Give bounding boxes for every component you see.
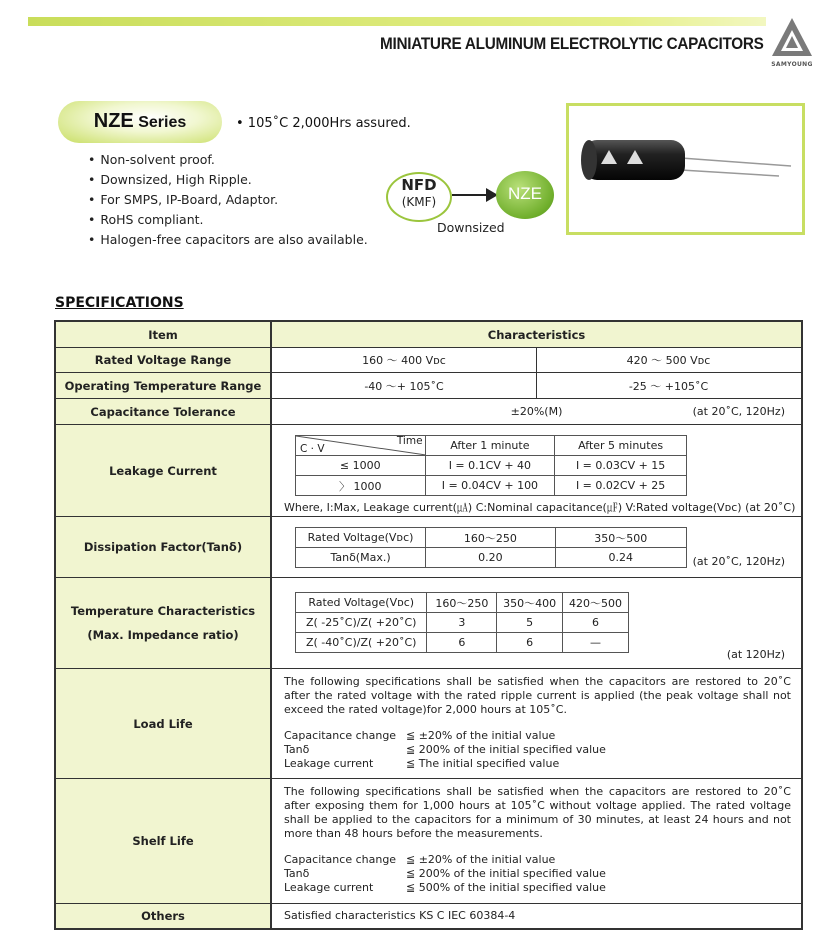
row-label-shelf-life: Shelf Life	[56, 779, 272, 903]
criteria-key: Tanδ	[284, 743, 310, 756]
others-value: Satisfied characteristics KS C IEC 60384-4	[284, 909, 516, 922]
temp-char-condition: (at 120Hz)	[726, 648, 785, 661]
series-badge-label	[58, 110, 222, 133]
criteria-key: Leakage current	[284, 757, 374, 770]
leakage-table	[295, 435, 687, 496]
table-header-row	[56, 322, 801, 348]
leakage-cv: ≤ 1000	[296, 456, 426, 476]
specifications-table	[54, 320, 803, 930]
row-label-operating-temp: Operating Temperature Range	[56, 373, 272, 398]
temp-char-v: 6	[563, 613, 629, 633]
row-label-cap-tolerance: Capacitance Tolerance	[56, 399, 272, 424]
specifications-heading: SPECIFICATIONS	[55, 295, 184, 311]
dissipation-h2: 350～500	[555, 528, 686, 548]
feature-item: • Non-solvent proof.	[88, 150, 368, 170]
table-row	[56, 779, 801, 904]
leakage-note: Where, I:Max, Leakage current(㎂) C:Nominal capacitance(㎌) V:Rated voltage(Vᴅᴄ) (at 20˚C)	[284, 501, 796, 514]
rated-voltage-low: 160 ～ 400 Vᴅᴄ	[272, 348, 537, 372]
criteria-value: ≦ 500% of the initial specified value	[406, 881, 606, 894]
leakage-value: I = 0.04CV + 100	[425, 476, 555, 496]
dissipation-h1: 160～250	[426, 528, 555, 548]
leakage-value: I = 0.03CV + 15	[555, 456, 687, 476]
logo-wordmark: SAMYOUNG	[771, 61, 813, 68]
nze-circle-label: NZE	[508, 184, 542, 203]
criteria-key: Capacitance change	[284, 853, 397, 866]
leakage-value: I = 0.1CV + 40	[425, 456, 555, 476]
table-row	[56, 517, 801, 578]
op-temp-high: -25 ～ +105˚C	[628, 379, 709, 393]
temp-char-v: 6	[427, 633, 497, 653]
temp-char-v: 6	[497, 633, 563, 653]
leakage-col2: After 5 minutes	[555, 436, 687, 456]
cap-tolerance-value: ±20%(M)	[510, 405, 563, 418]
page-title: MINIATURE ALUMINUM ELECTROLYTIC CAPACITORS	[380, 34, 764, 53]
leakage-col1: After 1 minute	[425, 436, 555, 456]
table-row	[56, 904, 801, 928]
feature-list	[88, 150, 368, 250]
dissipation-h0: Rated Voltage(Vᴅᴄ)	[296, 528, 426, 548]
series-name: NZE	[93, 110, 134, 132]
temp-char-v: 5	[497, 613, 563, 633]
header-accent-bar	[28, 17, 766, 26]
dissipation-table	[295, 527, 687, 568]
temp-char-table	[295, 592, 629, 653]
criteria-value: ≦ 200% of the initial specified value	[406, 743, 606, 756]
temp-char-h0: Rated Voltage(Vᴅᴄ)	[296, 593, 427, 613]
row-label-rated-voltage: Rated Voltage Range	[56, 348, 272, 372]
dissipation-r0: Tanδ(Max.)	[296, 548, 426, 568]
row-label-dissipation: Dissipation Factor(Tanδ)	[56, 517, 272, 577]
feature-item: • RoHS compliant.	[88, 210, 368, 230]
criteria-value: ≦ ±20% of the initial value	[406, 853, 556, 866]
kmf-label: (KMF)	[401, 195, 437, 209]
feature-item: • For SMPS, IP-Board, Adaptor.	[88, 190, 368, 210]
criteria-key: Capacitance change	[284, 729, 397, 742]
leakage-value: I = 0.02CV + 25	[555, 476, 687, 496]
feature-item: • Halogen-free capacitors are also available.	[88, 230, 368, 250]
dissipation-r1: 0.20	[426, 548, 555, 568]
capacitor-image	[569, 106, 802, 232]
rated-voltage-high: 420 ～ 500 Vᴅᴄ	[626, 354, 711, 367]
temp-char-v: —	[563, 633, 629, 653]
cap-tolerance-condition: (at 20˚C, 120Hz)	[692, 405, 785, 418]
temp-char-v: 3	[427, 613, 497, 633]
load-life-criteria	[284, 729, 606, 771]
product-photo-frame	[566, 103, 805, 235]
temp-char-k: Z( -25˚C)/Z( +20˚C)	[296, 613, 427, 633]
row-label-load-life: Load Life	[56, 669, 272, 778]
header-characteristics: Characteristics	[272, 322, 801, 347]
feature-item: • Downsized, High Ripple.	[88, 170, 368, 190]
temp-char-k: Z( -40˚C)/Z( +20˚C)	[296, 633, 427, 653]
table-row	[56, 399, 801, 425]
row-label-leakage: Leakage Current	[56, 425, 272, 516]
criteria-key: Leakage current	[284, 881, 374, 894]
leakage-cv: 〉 1000	[296, 476, 426, 496]
corner-time: Time	[396, 435, 423, 447]
samyoung-logo	[770, 16, 814, 62]
series-assurance: • 105˚C 2,000Hrs assured.	[236, 116, 411, 131]
dissipation-r2: 0.24	[555, 548, 686, 568]
shelf-life-text: The following specifications shall be satisfied when the capacitors are restored to 20˚C after exposing them for 1,000 hours at 105˚C without voltage applied. The rated voltage shall be applied to the capacitors for a minimum of 30 minutes, at least 24 hours and not more than 48 hours before the measurements.	[284, 785, 791, 840]
criteria-value: ≦ The initial specified value	[406, 757, 560, 770]
table-row	[56, 373, 801, 399]
table-row	[56, 348, 801, 373]
temp-char-label: Temperature Characteristics	[70, 604, 256, 618]
criteria-value: ≦ 200% of the initial specified value	[406, 867, 606, 880]
temp-char-h1: 160～250	[427, 593, 497, 613]
series-suffix: Series	[138, 114, 187, 131]
load-life-text: The following specifications shall be satisfied when the capacitors are restored to 20˚C after the rated voltage with the rated ripple current is applied (the peak voltage shall not exceed the rated voltage)for 2,000 hours at 105˚C.	[284, 675, 791, 716]
row-label-others: Others	[56, 904, 272, 928]
row-label-temp-char	[56, 578, 272, 668]
arrow-right-icon	[450, 185, 500, 205]
header-item: Item	[56, 322, 272, 347]
shelf-life-criteria	[284, 853, 606, 895]
table-row	[56, 425, 801, 517]
dissipation-condition: (at 20˚C, 120Hz)	[692, 555, 785, 568]
criteria-key: Tanδ	[284, 867, 310, 880]
table-row	[56, 669, 801, 779]
op-temp-low: -40 ～+ 105˚C	[272, 373, 537, 398]
corner-cv: C · V	[300, 443, 325, 455]
table-row	[56, 578, 801, 669]
temp-char-h2: 350～400	[497, 593, 563, 613]
nfd-label: NFD	[401, 176, 437, 194]
temp-char-h3: 420～500	[563, 593, 629, 613]
diagram-caption: Downsized	[437, 220, 505, 235]
temp-char-sublabel: (Max. Impedance ratio)	[87, 628, 239, 642]
criteria-value: ≦ ±20% of the initial value	[406, 729, 556, 742]
